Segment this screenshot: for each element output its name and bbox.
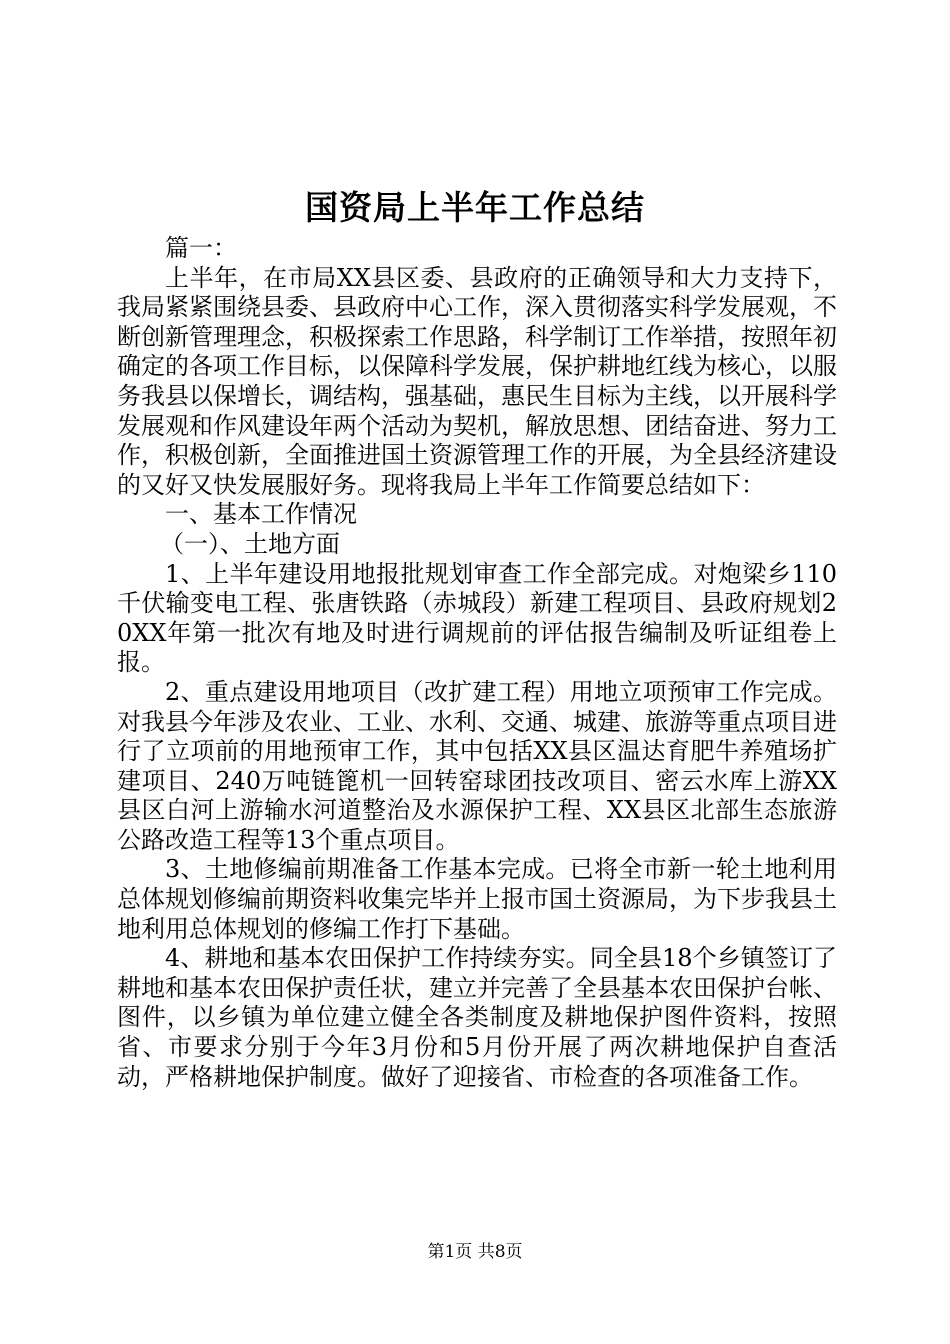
- section-heading: 一、基本工作情况: [165, 500, 357, 529]
- subsection-heading: （一）、土地方面: [160, 529, 340, 558]
- body-paragraph: 2、重点建设用地项目（改扩建工程）用地立项预审工作完成。对我县今年涉及农业、工业、水利、交通、城建、旅游等重点项目进行了立项前的用地预审工作，其中包括XX县区温达育肥牛养殖场扩建项目、240万吨链篦机一回转窑球团技改项目、密云水库上游XX县区白河上游输水河道整治及水源保护工程、XX县区北部生态旅游公路改造工程等13个重点项目。: [117, 677, 837, 854]
- body-paragraph: 3、土地修编前期准备工作基本完成。已将全市新一轮土地利用总体规划修编前期资料收集完毕并上报市国土资源局，为下步我县土地利用总体规划的修编工作打下基础。: [117, 855, 837, 943]
- body-paragraph: 1、上半年建设用地报批规划审查工作全部完成。对炮梁乡110千伏输变电工程、张唐铁路（赤城段）新建工程项目、县政府规划20XX年第一批次有地及时进行调规前的评估报告编制及听证组卷上报。: [117, 559, 837, 677]
- page-number: 第1页 共8页: [427, 1242, 523, 1262]
- body-paragraph: 4、耕地和基本农田保护工作持续夯实。同全县18个乡镇签订了耕地和基本农田保护责任状，建立并完善了全县基本农田保护台帐、图件，以乡镇为单位建立健全各类制度及耕地保护图件资料，按照省、市要求分别于今年3月份和5月份开展了两次耕地保护自查活动，严格耕地保护制度。做好了迎接省、市检查的各项准备工作。: [117, 944, 837, 1091]
- section-label: 篇一：: [165, 234, 237, 262]
- document-title: 国资局上半年工作总结: [305, 188, 645, 227]
- document-body: [117, 234, 837, 1092]
- intro-paragraph: 上半年，在市局XX县区委、县政府的正确领导和大力支持下，我局紧紧围绕县委、县政府中心工作，深入贯彻落实科学发展观，不断创新管理理念，积极探索工作思路，科学制订工作举措，按照年初确定的各项工作目标，以保障科学发展，保护耕地红线为核心，以服务我县以保增长，调结构，强基础，惠民生目标为主线，以开展科学发展观和作风建设年两个活动为契机，解放思想、团结奋进、努力工作，积极创新，全面推进国土资源管理工作的开展，为全县经济建设的又好又快发展服好务。现将我局上半年工作简要总结如下：: [117, 263, 837, 499]
